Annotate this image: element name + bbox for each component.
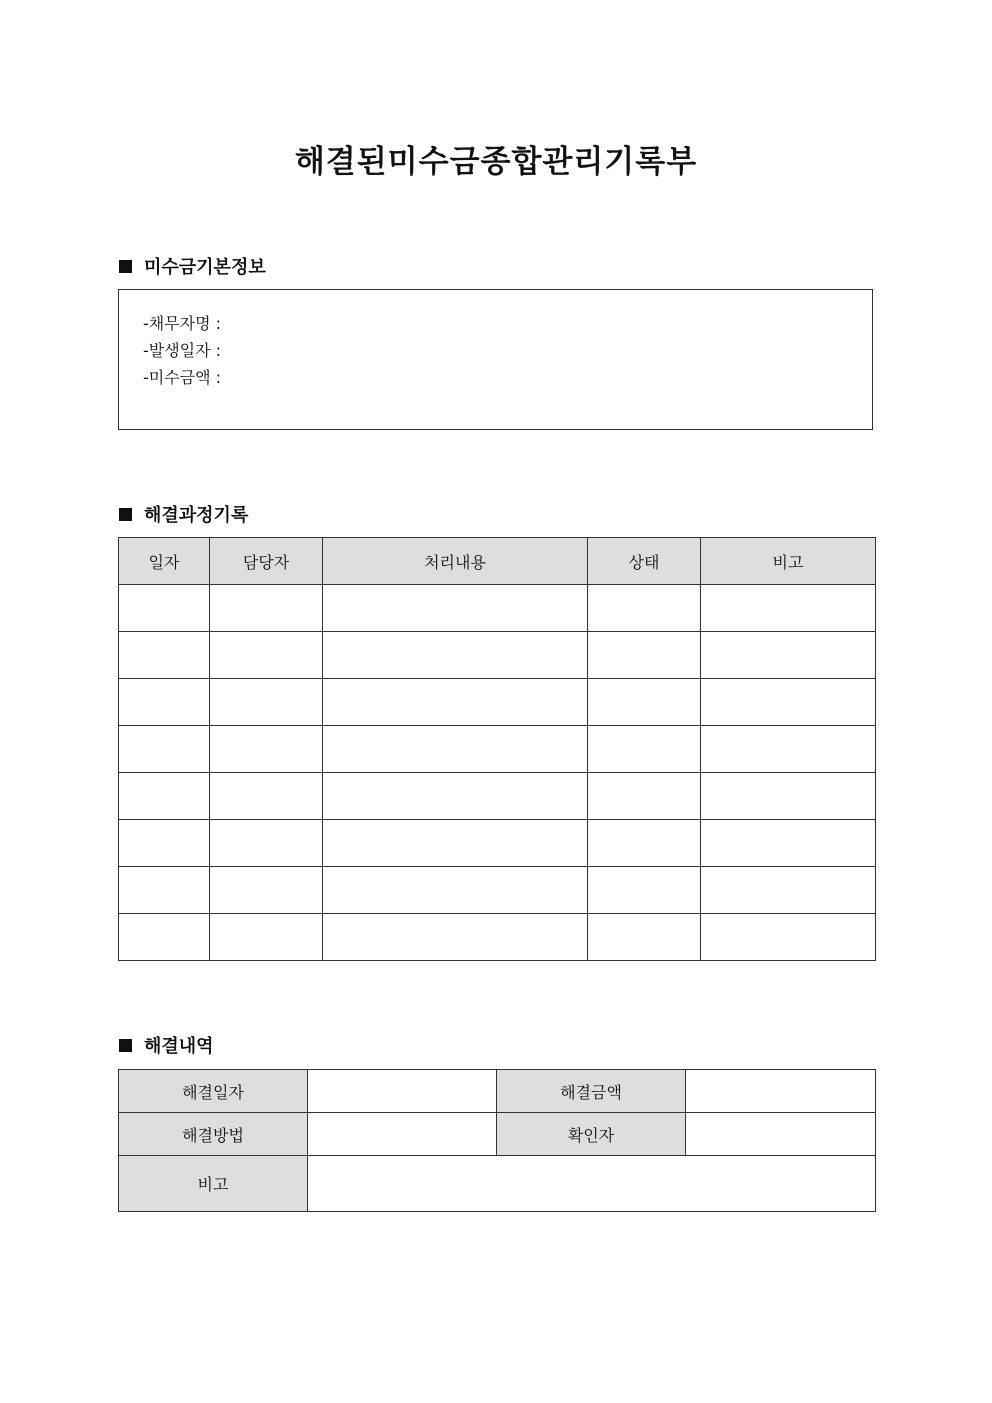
resolution-memo-field[interactable] xyxy=(308,1156,876,1212)
cell-manager[interactable] xyxy=(210,679,323,726)
cell-details[interactable] xyxy=(323,679,588,726)
confirmer-field[interactable] xyxy=(686,1113,876,1156)
occurrence-date-line: -발생일자 : xyxy=(143,341,222,360)
cell-remarks[interactable] xyxy=(701,820,876,867)
cell-status[interactable] xyxy=(588,914,701,961)
confirmer-label: 확인자 xyxy=(497,1113,686,1156)
column-header-manager: 담당자 xyxy=(210,538,323,585)
cell-status[interactable] xyxy=(588,726,701,773)
cell-date[interactable] xyxy=(119,679,210,726)
cell-status[interactable] xyxy=(588,585,701,632)
resolution-amount-label: 해결금액 xyxy=(497,1070,686,1113)
cell-manager[interactable] xyxy=(210,867,323,914)
square-bullet-icon xyxy=(119,508,132,521)
resolution-amount-field[interactable] xyxy=(686,1070,876,1113)
table-row xyxy=(119,679,876,726)
cell-status[interactable] xyxy=(588,820,701,867)
cell-date[interactable] xyxy=(119,726,210,773)
cell-details[interactable] xyxy=(323,914,588,961)
cell-manager[interactable] xyxy=(210,820,323,867)
column-header-date: 일자 xyxy=(119,538,210,585)
square-bullet-icon xyxy=(119,260,132,273)
table-row xyxy=(119,1156,876,1212)
square-bullet-icon xyxy=(119,1039,132,1052)
cell-remarks[interactable] xyxy=(701,867,876,914)
cell-date[interactable] xyxy=(119,914,210,961)
cell-status[interactable] xyxy=(588,679,701,726)
table-row xyxy=(119,914,876,961)
cell-date[interactable] xyxy=(119,773,210,820)
cell-date[interactable] xyxy=(119,585,210,632)
debtor-name-line: -채무자명 : xyxy=(143,314,222,333)
table-row xyxy=(119,867,876,914)
resolution-memo-label: 비고 xyxy=(119,1156,308,1212)
table-row xyxy=(119,1113,876,1156)
table-row xyxy=(119,726,876,773)
cell-details[interactable] xyxy=(323,867,588,914)
table-row xyxy=(119,773,876,820)
column-header-details: 처리내용 xyxy=(323,538,588,585)
basic-info-box xyxy=(118,289,873,430)
cell-manager[interactable] xyxy=(210,585,323,632)
cell-details[interactable] xyxy=(323,773,588,820)
section-heading-resolution xyxy=(119,1032,214,1058)
table-header-row xyxy=(119,538,876,585)
section-heading-basic-info xyxy=(119,253,266,279)
section-heading-process xyxy=(119,501,248,527)
table-row xyxy=(119,585,876,632)
basic-info-lines xyxy=(143,310,221,391)
cell-date[interactable] xyxy=(119,632,210,679)
resolution-date-label: 해결일자 xyxy=(119,1070,308,1113)
cell-remarks[interactable] xyxy=(701,679,876,726)
cell-details[interactable] xyxy=(323,726,588,773)
section-heading-label: 해결내역 xyxy=(144,1036,214,1057)
table-row xyxy=(119,820,876,867)
cell-remarks[interactable] xyxy=(701,585,876,632)
process-record-table xyxy=(118,537,876,961)
cell-manager[interactable] xyxy=(210,914,323,961)
receivable-amount-line: -미수금액 : xyxy=(143,368,222,387)
cell-remarks[interactable] xyxy=(701,726,876,773)
cell-details[interactable] xyxy=(323,585,588,632)
cell-details[interactable] xyxy=(323,820,588,867)
cell-manager[interactable] xyxy=(210,632,323,679)
cell-manager[interactable] xyxy=(210,773,323,820)
section-heading-label: 해결과정기록 xyxy=(144,505,249,526)
document-title: 해결된미수금종합관리기록부 xyxy=(294,144,698,180)
cell-remarks[interactable] xyxy=(701,632,876,679)
cell-remarks[interactable] xyxy=(701,773,876,820)
cell-status[interactable] xyxy=(588,867,701,914)
resolution-method-label: 해결방법 xyxy=(119,1113,308,1156)
table-row xyxy=(119,632,876,679)
resolution-method-field[interactable] xyxy=(308,1113,497,1156)
cell-status[interactable] xyxy=(588,632,701,679)
resolution-date-field[interactable] xyxy=(308,1070,497,1113)
cell-date[interactable] xyxy=(119,820,210,867)
cell-date[interactable] xyxy=(119,867,210,914)
cell-manager[interactable] xyxy=(210,726,323,773)
cell-remarks[interactable] xyxy=(701,914,876,961)
cell-status[interactable] xyxy=(588,773,701,820)
column-header-remarks: 비고 xyxy=(701,538,876,585)
resolution-table xyxy=(118,1069,876,1212)
table-row xyxy=(119,1070,876,1113)
section-heading-label: 미수금기본정보 xyxy=(144,257,266,278)
column-header-status: 상태 xyxy=(588,538,701,585)
cell-details[interactable] xyxy=(323,632,588,679)
